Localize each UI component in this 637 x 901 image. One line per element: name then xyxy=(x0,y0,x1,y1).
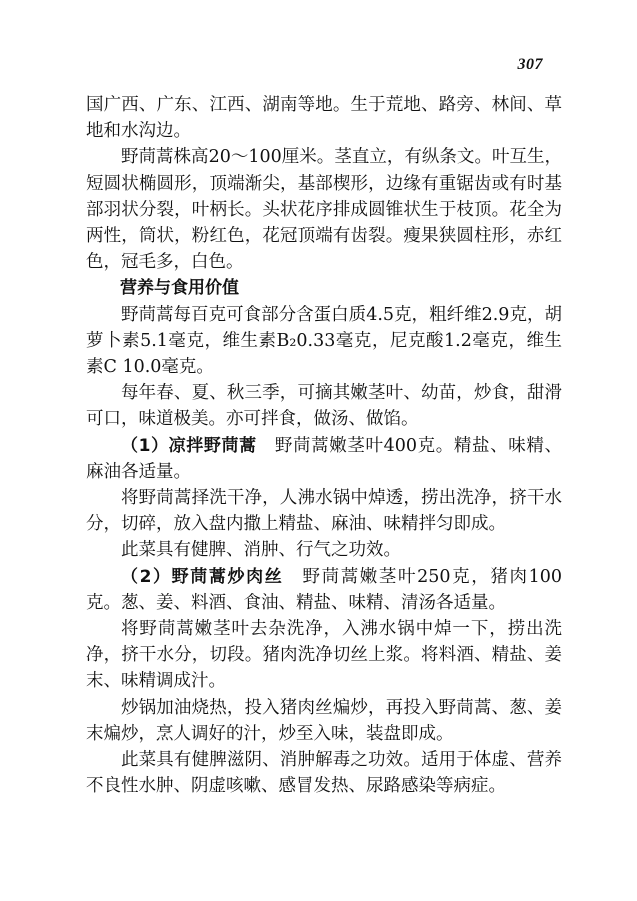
body-text xyxy=(86,92,562,799)
paragraph-recipe-2-prep: 将野茼蒿嫩茎叶去杂洗净，入沸水锅中焯一下，捞出洗净，挤干水分，切段。猪肉洗净切丝上浆。将料酒、精盐、姜末、味精调成汁。 xyxy=(86,619,562,692)
recipe-1-ingredients: 野茼蒿嫩茎叶400克。精盐、味精、麻油各适量。 xyxy=(86,435,562,482)
paragraph-harvest-usage: 每年春、夏、秋三季，可摘其嫩茎叶、幼苗，炒食，甜滑可口，味道极美。亦可拌食，做汤、做馅。 xyxy=(86,383,562,430)
paragraph-recipe-2-ingredients xyxy=(86,564,562,616)
paragraph-recipe-1-ingredients xyxy=(86,433,562,485)
paragraph-recipe-1-method: 将野茼蒿择洗干净，人沸水锅中焯透，捞出洗净，挤干水分，切碎，放入盘内撒上精盐、麻油、味精拌匀即成。 xyxy=(86,488,562,535)
paragraph-recipe-1-effect: 此菜具有健脾、消肿、行气之功效。 xyxy=(121,540,401,561)
paragraph-continuation: 国广西、广东、江西、湖南等地。生于荒地、路旁、林间、草地和水沟边。 xyxy=(86,95,562,142)
page-number: 307 xyxy=(517,56,543,73)
recipe-2-ingredients: 野茼蒿嫩茎叶250克，猪肉100克。葱、姜、料酒、食油、精盐、味精、清汤各适量。 xyxy=(86,566,562,613)
recipe-2-name: （2）野茼蒿炒肉丝 xyxy=(121,566,284,587)
paragraph-plant-description: 野茼蒿株高20～100厘米。茎直立，有纵条文。叶互生，短圆状椭圆形，顶端渐尖，基部楔形，边缘有重锯齿或有时基部羽状分裂，叶柄长。头状花序排成圆锥状生于枝顶。花全为两性，筒状，粉红色，花冠顶端有齿裂。瘦果狭圆柱形，赤红色，冠毛多，白色。 xyxy=(86,147,562,273)
paragraph-nutrition-content: 野茼蒿每百克可食部分含蛋白质4.5克，粗纤维2.9克，胡萝卜素5.1毫克，维生素B₂0.33毫克，尼克酸1.2毫克，维生素C 10.0毫克。 xyxy=(86,304,562,378)
paragraph-recipe-2-method: 炒锅加油烧热，投入猪肉丝煸炒，再投入野茼蒿、葱、姜末煸炒，烹人调好的汁，炒至入味，装盘即成。 xyxy=(86,697,562,744)
section-heading-nutrition: 营养与食用价值 xyxy=(120,278,239,299)
paragraph-recipe-2-effect: 此菜具有健脾滋阴、消肿解毒之功效。适用于体虚、营养不良性水肿、阴虚咳嗽、感冒发热、尿路感染等病症。 xyxy=(86,750,562,797)
recipe-1-name: （1）凉拌野茼蒿 xyxy=(121,435,257,456)
